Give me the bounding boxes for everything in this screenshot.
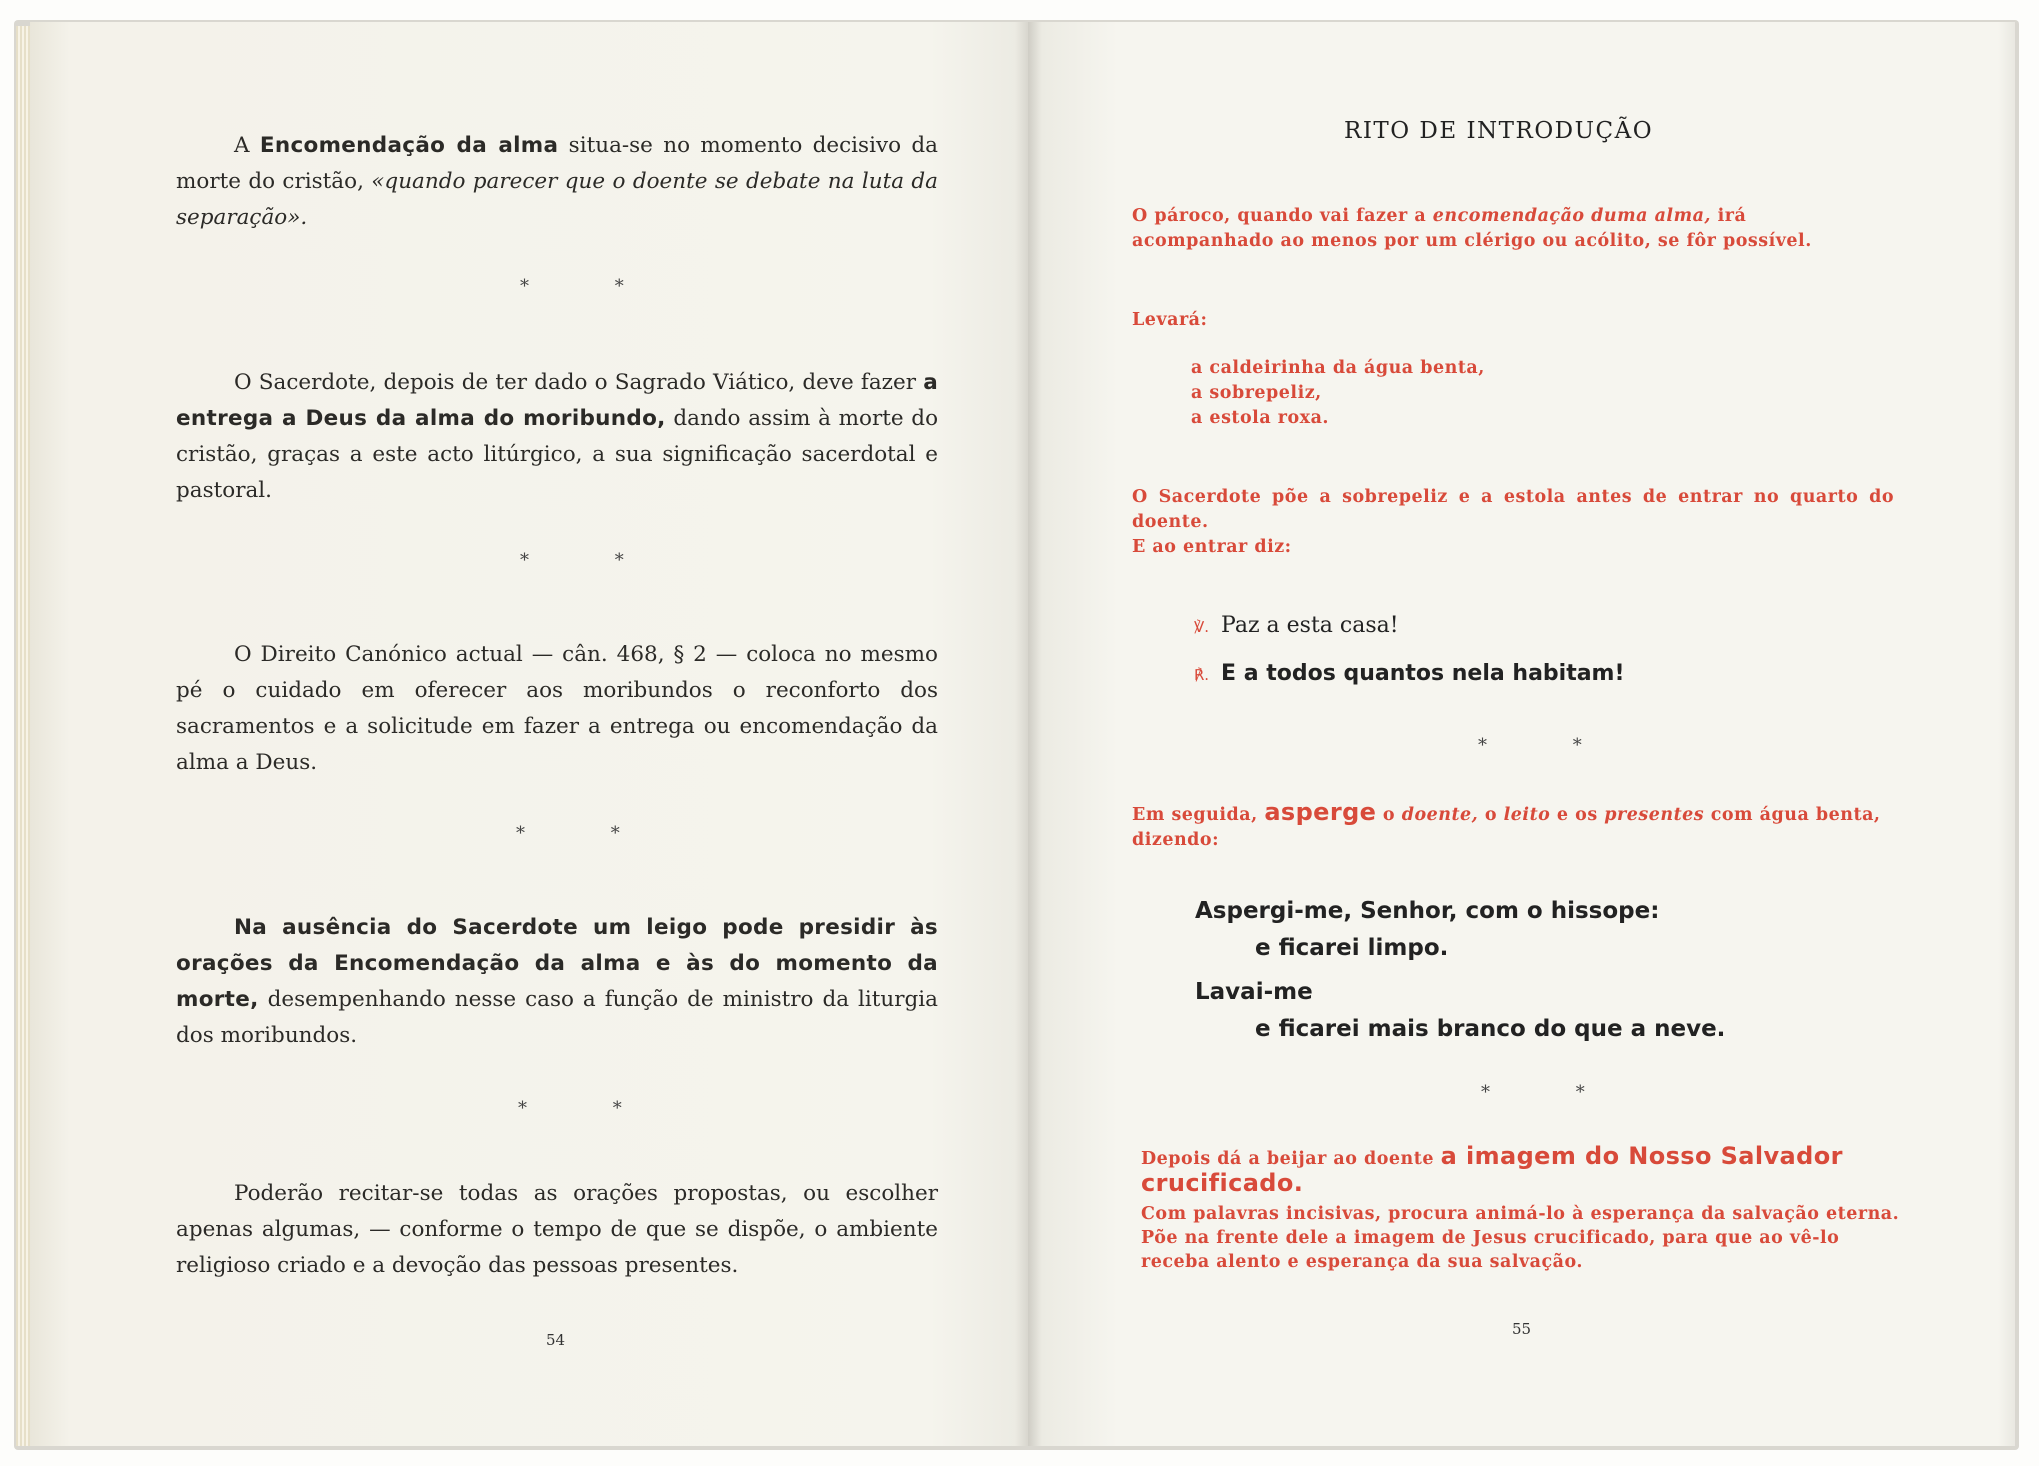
italic-text: encomendação duma alma, xyxy=(1432,206,1712,226)
paragraph-poderao: Poderão recitar-se todas as orações propostas, ou escolher apenas algumas, — conforme o tempo de que se dispõe, o ambiente religioso criado e a devoção das pessoas presentes. xyxy=(176,1181,938,1278)
rubric-levara: Levará: xyxy=(1132,310,1208,330)
items-list xyxy=(1191,356,1485,431)
separator-asterisks: * * xyxy=(520,550,664,571)
text: A xyxy=(234,133,260,158)
response-mark: ℟. xyxy=(1194,666,1210,684)
italic-quote: «quando parecer que o doente se debate na luta da separação». xyxy=(176,169,938,230)
list-item: a sobrepeliz, xyxy=(1191,383,1322,403)
versicle-line xyxy=(1194,613,1399,638)
bold-text: Na ausência do Sacerdote um leigo pode presidir às orações da Encomendação da alma e às do momento da morte, xyxy=(176,915,938,1012)
paragraph-encomendacao xyxy=(176,128,938,236)
page-title: RITO DE INTRODUÇÃO xyxy=(1344,118,1654,144)
list-item: a estola roxa. xyxy=(1191,408,1330,428)
bold-text: a entrega a Deus da alma do moribundo, xyxy=(176,370,938,431)
verse-asperges xyxy=(1195,893,1725,1048)
text: Em seguida, xyxy=(1132,805,1265,825)
separator-asterisks: * * xyxy=(1481,1082,1625,1103)
verse-line: Aspergi-me, Senhor, com o hissope: xyxy=(1195,898,1660,924)
text: o xyxy=(1376,805,1402,825)
page-number-right: 55 xyxy=(1512,1320,1532,1338)
text: o xyxy=(1478,805,1504,825)
paragraph-sacerdote xyxy=(176,365,938,509)
rubric-asperge xyxy=(1132,800,1902,853)
text: dando assim à morte do cristão, graças a este acto litúrgico, a sua significação sacerdotal e pastoral. xyxy=(176,406,939,503)
separator-asterisks: * * xyxy=(1478,735,1622,756)
text: E ao entrar diz: xyxy=(1132,537,1292,557)
text: situa-se no momento decisivo da morte do cristão, xyxy=(176,133,938,194)
text: O pároco, quando vai fazer a xyxy=(1132,206,1433,226)
paragraph-direito-canonico: O Direito Canónico actual — cân. 468, § 2 — coloca no mesmo pé o cuidado em oferecer aos moribundos o reconforto dos sacramentos e a solicitude em fazer a entrega ou encomendação da alma a Deus. xyxy=(176,642,938,775)
list-item: a caldeirinha da água benta, xyxy=(1191,358,1485,378)
rubric-intro xyxy=(1132,204,1892,254)
text: O Sacerdote, depois de ter dado o Sagrado Viático, deve fazer xyxy=(234,370,924,395)
text: O Sacerdote põe a sobrepeliz e a estola antes de entrar no quarto do doente. xyxy=(1132,487,1894,532)
text: irá acompanhado ao menos por um clérigo ou acólito, se fôr possível. xyxy=(1132,206,1812,251)
separator-asterisks: * * xyxy=(516,823,660,844)
italic-text: presentes xyxy=(1604,805,1705,825)
text: Com palavras incisivas, procura animá-lo à esperança da salvação eterna. Põe na frente dele a imagem de Jesus crucificado, para que ao vê-lo receba alento e esperança da sua salvação. xyxy=(1141,1204,1900,1272)
verse-line: Lavai-me xyxy=(1195,979,1313,1005)
text: e os xyxy=(1550,805,1605,825)
emphasis-text: a imagem do Nosso Salvador crucificado. xyxy=(1141,1142,1843,1197)
rubric-beijar xyxy=(1141,1144,1906,1274)
text: com água benta, dizendo: xyxy=(1132,805,1881,850)
italic-text: doente, xyxy=(1401,805,1479,825)
rubric-sacerdote xyxy=(1132,485,1894,560)
italic-text: leito xyxy=(1503,805,1551,825)
text: Depois dá a beijar ao doente xyxy=(1141,1149,1441,1169)
response-line xyxy=(1194,661,1625,686)
bold-text: Encomendação da alma xyxy=(259,133,559,158)
paragraph-ausencia xyxy=(176,910,938,1054)
page-number-left: 54 xyxy=(546,1331,566,1349)
text: Paz a esta casa! xyxy=(1221,613,1399,638)
emphasis-text: asperge xyxy=(1264,798,1377,826)
versicle-mark: ℣. xyxy=(1194,618,1210,636)
text: desempenhando nesse caso a função de ministro da liturgia dos moribundos. xyxy=(176,987,938,1048)
separator-asterisks: * * xyxy=(520,276,664,297)
separator-asterisks: * * xyxy=(518,1098,662,1119)
verse-line: e ficarei limpo. xyxy=(1255,935,1449,961)
verse-line: e ficarei mais branco do que a neve. xyxy=(1255,1016,1726,1042)
text: E a todos quantos nela habitam! xyxy=(1221,661,1625,686)
